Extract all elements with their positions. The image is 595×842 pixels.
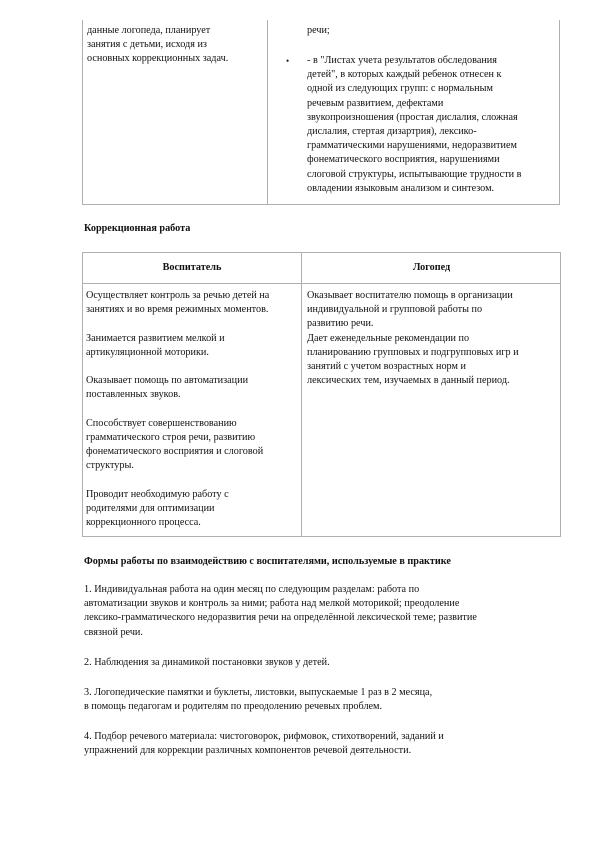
text-line: 1. Индивидуальная работа на один месяц по следующим разделам: работа по xyxy=(84,584,420,595)
text-line: звукопроизношения (простая дислалия, сложная xyxy=(307,111,518,123)
text-line: родителями для оптимизации xyxy=(86,503,215,515)
text-line: занятий с учетом возрастных норм и xyxy=(307,361,466,373)
table1-right-first-line: речи; xyxy=(307,25,330,36)
text-line: речевым развитием, дефектами xyxy=(307,97,444,109)
text-line: Проводит необходимую работу с xyxy=(86,488,229,500)
text-line: Занимается развитием мелкой и xyxy=(86,332,225,344)
text-line: грамматическими нарушениями, недоразвитием xyxy=(307,140,517,152)
text-line: связной речи. xyxy=(84,626,143,638)
text-line: занятия с детьми, исходя из xyxy=(87,39,207,51)
column-header-speech-therapist: Логопед xyxy=(412,262,451,273)
paragraph-4 xyxy=(84,730,444,758)
text-line: данные логопеда, планирует xyxy=(87,25,211,36)
text-line: Оказывает воспитателю помощь в организации xyxy=(307,290,513,301)
text-line: Дает еженедельные рекомендации по xyxy=(307,332,470,344)
text-line: лексических тем, изучаемых в данный период. xyxy=(307,375,510,387)
text-line: лексико-грамматического недоразвития речи на определённой лексической теме; развитие xyxy=(84,612,477,624)
text-line: фонематического восприятия и слоговой xyxy=(86,446,264,458)
text-line: овладении языковым анализом и синтезом. xyxy=(307,182,495,194)
text-line: артикуляционной моторики. xyxy=(86,346,209,358)
table2-right-text xyxy=(307,289,519,388)
text-line: автоматизации звуков и контроль за ними; работа над мелкой моторикой; преодоление xyxy=(84,598,460,610)
text-line: упражнений для коррекции различных компонентов речевой деятельности. xyxy=(84,745,412,757)
text-line xyxy=(86,317,269,331)
text-line: поставленных звуков. xyxy=(86,389,181,401)
column-header-educator: Воспитатель xyxy=(162,262,222,273)
text-line: планированию групповых и подгрупповых игр и xyxy=(307,346,519,358)
table2-left-text xyxy=(86,289,269,530)
text-line: грамматического строя речи, развитию xyxy=(86,432,256,444)
text-line: 3. Логопедические памятки и буклеты, листовки, выпускаемые 1 раз в 2 месяца, xyxy=(84,687,433,698)
text-line: структуры. xyxy=(86,460,134,472)
text-line: дислалия, стертая дизартрия), лексико- xyxy=(307,126,477,138)
text-line: фонематического восприятия, нарушениями xyxy=(307,154,500,166)
text-line: развитию речи. xyxy=(307,318,374,330)
paragraph-1 xyxy=(84,583,477,640)
paragraph-3 xyxy=(84,686,432,714)
text-line xyxy=(86,360,269,374)
bullet-icon: • xyxy=(286,56,290,66)
text-line: Осуществляет контроль за речью детей на xyxy=(86,290,270,301)
text-line xyxy=(86,403,269,417)
paragraph-2: 2. Наблюдения за динамикой постановки звуков у детей. xyxy=(84,657,330,668)
forms-title: Формы работы по взаимодействию с воспитателями, используемые в практике xyxy=(84,556,451,567)
section-title: Коррекционная работа xyxy=(84,223,191,234)
text-line: занятиях и во время режимных моментов. xyxy=(86,304,269,316)
text-line: слоговой структуры, испытывающие трудности в xyxy=(307,168,522,180)
text-line: основных коррекционных задач. xyxy=(87,53,229,65)
table1-left-text xyxy=(87,24,228,67)
text-line: коррекционного процесса. xyxy=(86,517,201,529)
text-line: одной из следующих групп: с нормальным xyxy=(307,83,493,95)
text-line: Способствует совершенствованию xyxy=(86,417,237,429)
text-line: 4. Подбор речевого материала: чистоговорок, рифмовок, стихотворений, заданий и xyxy=(84,731,444,742)
text-line: индивидуальной и групповой работы по xyxy=(307,304,483,316)
text-line: - в "Листах учета результатов обследования xyxy=(307,55,497,66)
text-line: детей", в которых каждый ребенок отнесен к xyxy=(307,69,502,81)
table1-right-bullet-text xyxy=(307,54,521,196)
text-line: в помощь педагогам и родителям по преодолению речевых проблем. xyxy=(84,701,383,713)
text-line xyxy=(86,474,269,488)
text-line: Оказывает помощь по автоматизации xyxy=(86,375,249,387)
